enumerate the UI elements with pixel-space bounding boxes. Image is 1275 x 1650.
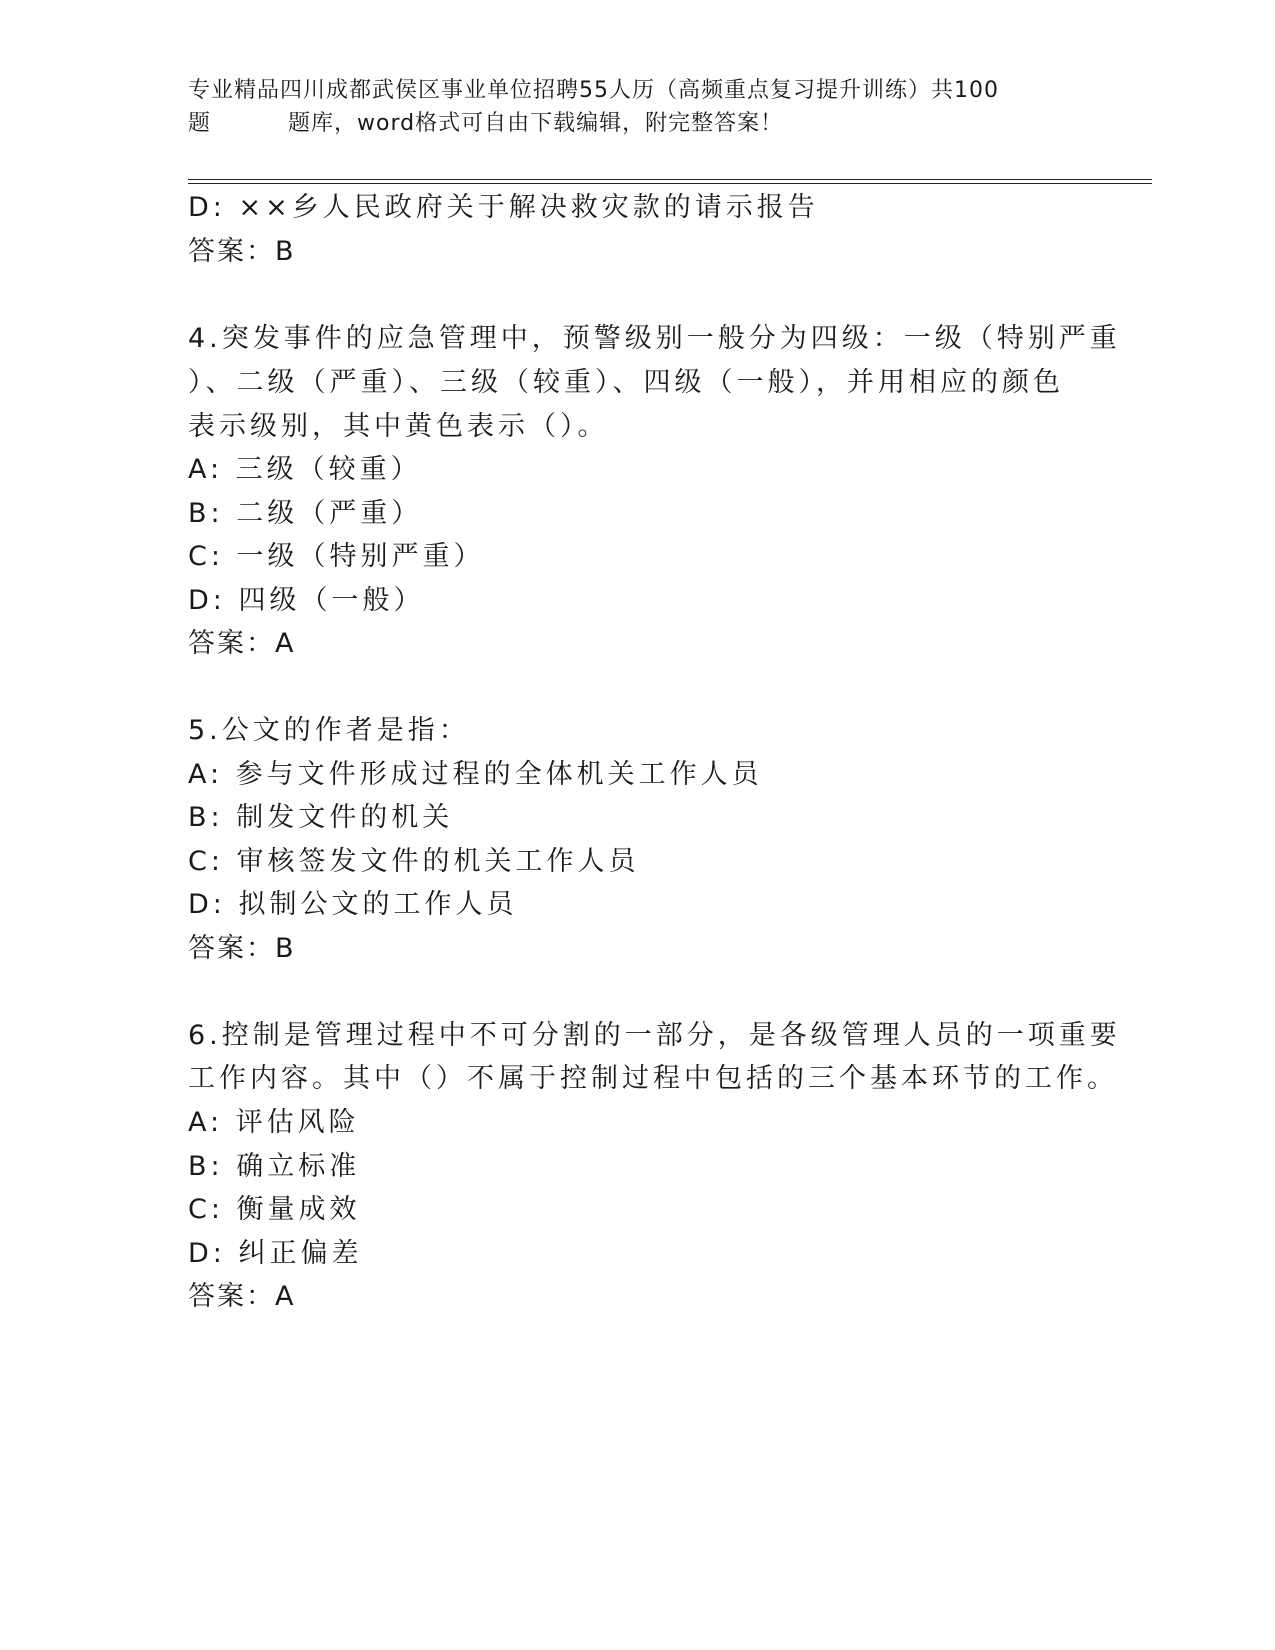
header-divider-bottom [188,183,1152,184]
q6-option-c: C: 衡量成效 [188,1194,361,1225]
q4-option-d: D: 四级（一般） [188,585,425,616]
header-divider-top [188,179,1152,180]
q3-option-d: D: ××乡人民政府关于解决救灾款的请示报告 [188,192,819,223]
q6-option-a: A: 评估风险 [188,1107,360,1138]
header-title-line2-start: 题 [188,111,212,136]
q4-option-b: B: 二级（严重） [188,498,423,529]
page-header [188,74,1088,140]
q4-option-a: A: 三级（较重） [188,454,422,485]
q6-option-b: B: 确立标准 [188,1151,361,1182]
q6-answer: 答案：A [188,1281,296,1312]
q5-stem-line1: 5.公文的作者是指： [188,715,470,746]
q5-answer: 答案：B [188,933,296,964]
q4-stem-line1: 4.突发事件的应急管理中，预警级别一般分为四级：一级（特别严重 [188,323,1121,354]
q5-option-b: B: 制发文件的机关 [188,802,454,833]
header-title-line2-rest: 题库，word格式可自由下载编辑，附完整答案！ [288,111,784,136]
q5-option-d: D: 拟制公文的工作人员 [188,889,518,920]
q4-answer: 答案：A [188,628,296,659]
q4-stem-line2: ）、二级（严重）、三级（较重）、四级（一般），并用相应的颜色 [188,367,1064,398]
q6-option-d: D: 纠正偏差 [188,1238,363,1269]
q3-answer: 答案：B [188,236,296,267]
header-title-line1: 专业精品四川成都武侯区事业单位招聘55人历（高频重点复习提升训练）共100 [188,78,999,103]
q4-option-c: C: 一级（特别严重） [188,541,485,572]
q6-stem-line2: 工作内容。其中（）不属于控制过程中包括的三个基本环节的工作。 [188,1063,1118,1094]
q5-option-c: C: 审核签发文件的机关工作人员 [188,846,640,877]
q6-stem-line1: 6.控制是管理过程中不可分割的一部分，是各级管理人员的一项重要 [188,1020,1121,1051]
q5-option-a: A: 参与文件形成过程的全体机关工作人员 [188,759,763,790]
header-title-line2 [188,107,1088,140]
q4-stem-line3: 表示级别，其中黄色表示（）。 [188,411,609,442]
